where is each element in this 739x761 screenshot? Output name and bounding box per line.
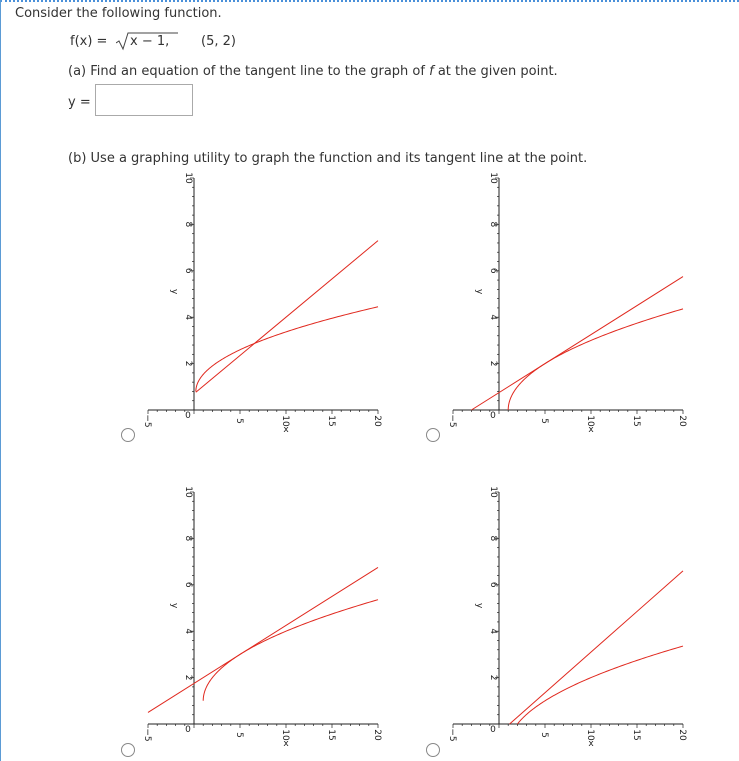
x-tick-label: 5 [234,418,244,424]
function-curve [508,309,683,410]
y-tick-label: 6 [488,581,498,588]
x-tick-label: −5 [447,414,457,428]
y-axis-label: y [474,603,484,609]
y-tick-label: 8 [183,535,193,542]
question-prompt: Consider the following function. [15,6,222,21]
y-tick-label: 8 [488,221,498,228]
function-radicand: x − 1, [130,34,170,49]
part-b-text: (b) Use a graphing utility to graph the function and its tangent line at the point. [68,151,588,166]
x-tick-label: 15 [326,415,336,427]
y-tick-label: 4 [183,628,193,635]
tangent-line [196,241,378,393]
y-axis-label: y [474,289,484,295]
function-curve [517,646,683,724]
y-tick-label: 10 [183,486,193,498]
x-tick-label: 10 [280,729,290,741]
x-tick-label: −5 [142,414,152,428]
x-tick-label: 15 [631,729,641,741]
x-axis-label: x [283,739,289,749]
function-curve [196,307,378,392]
x-tick-label: −5 [142,728,152,742]
y-axis-label: y [169,289,179,295]
y-tick-label: 2 [488,360,498,367]
graph-option-2 [441,170,691,440]
x-axis-label: x [588,739,594,749]
y-tick-label: 8 [183,221,193,228]
y-tick-label: 6 [183,267,193,274]
y-tick-label: 10 [183,172,193,184]
y-tick-label: 8 [488,535,498,542]
y-axis-label: y [169,603,179,609]
tangent-line [471,277,683,410]
x-tick-label: 5 [539,732,549,738]
y-tick-label: 4 [488,314,498,321]
tangent-answer-input[interactable] [95,84,193,116]
x-tick-label: 20 [677,415,687,427]
x-tick-label: 10 [585,415,595,427]
y-tick-label: 2 [183,674,193,681]
origin-label: 0 [185,725,191,735]
x-tick-label: 5 [539,418,549,424]
y-tick-label: 10 [488,486,498,498]
x-tick-label: 20 [677,729,687,741]
option-3-radio[interactable] [121,743,135,757]
x-tick-label: 20 [372,415,382,427]
x-tick-label: −5 [447,728,457,742]
x-axis-label: x [283,425,289,435]
y-tick-label: 10 [488,172,498,184]
origin-label: 0 [490,725,496,735]
x-tick-label: 20 [372,729,382,741]
graph-option-1 [136,170,386,440]
x-tick-label: 10 [280,415,290,427]
y-tick-label: 4 [183,314,193,321]
option-2-radio[interactable] [426,428,440,442]
x-tick-label: 10 [585,729,595,741]
graph-option-4 [441,484,691,754]
part-a-text: (a) Find an equation of the tangent line to the graph of f at the given point. [68,64,558,79]
function-lhs: f(x) = [70,34,108,49]
x-axis-label: x [588,425,594,435]
top-border [0,0,739,2]
x-tick-label: 5 [234,732,244,738]
y-tick-label: 6 [183,581,193,588]
origin-label: 0 [185,411,191,421]
y-tick-label: 6 [488,267,498,274]
tangent-line [148,567,378,712]
tangent-line [510,571,683,724]
origin-label: 0 [490,411,496,421]
given-point: (5, 2) [201,34,236,49]
function-curve [203,600,378,701]
answer-label: y = [68,95,91,110]
graph-option-3 [136,484,386,754]
x-tick-label: 15 [326,729,336,741]
y-tick-label: 2 [183,360,193,367]
y-tick-label: 4 [488,628,498,635]
x-tick-label: 15 [631,415,641,427]
left-border [0,0,1,761]
option-4-radio[interactable] [426,743,440,757]
option-1-radio[interactable] [121,428,135,442]
y-tick-label: 2 [488,674,498,681]
